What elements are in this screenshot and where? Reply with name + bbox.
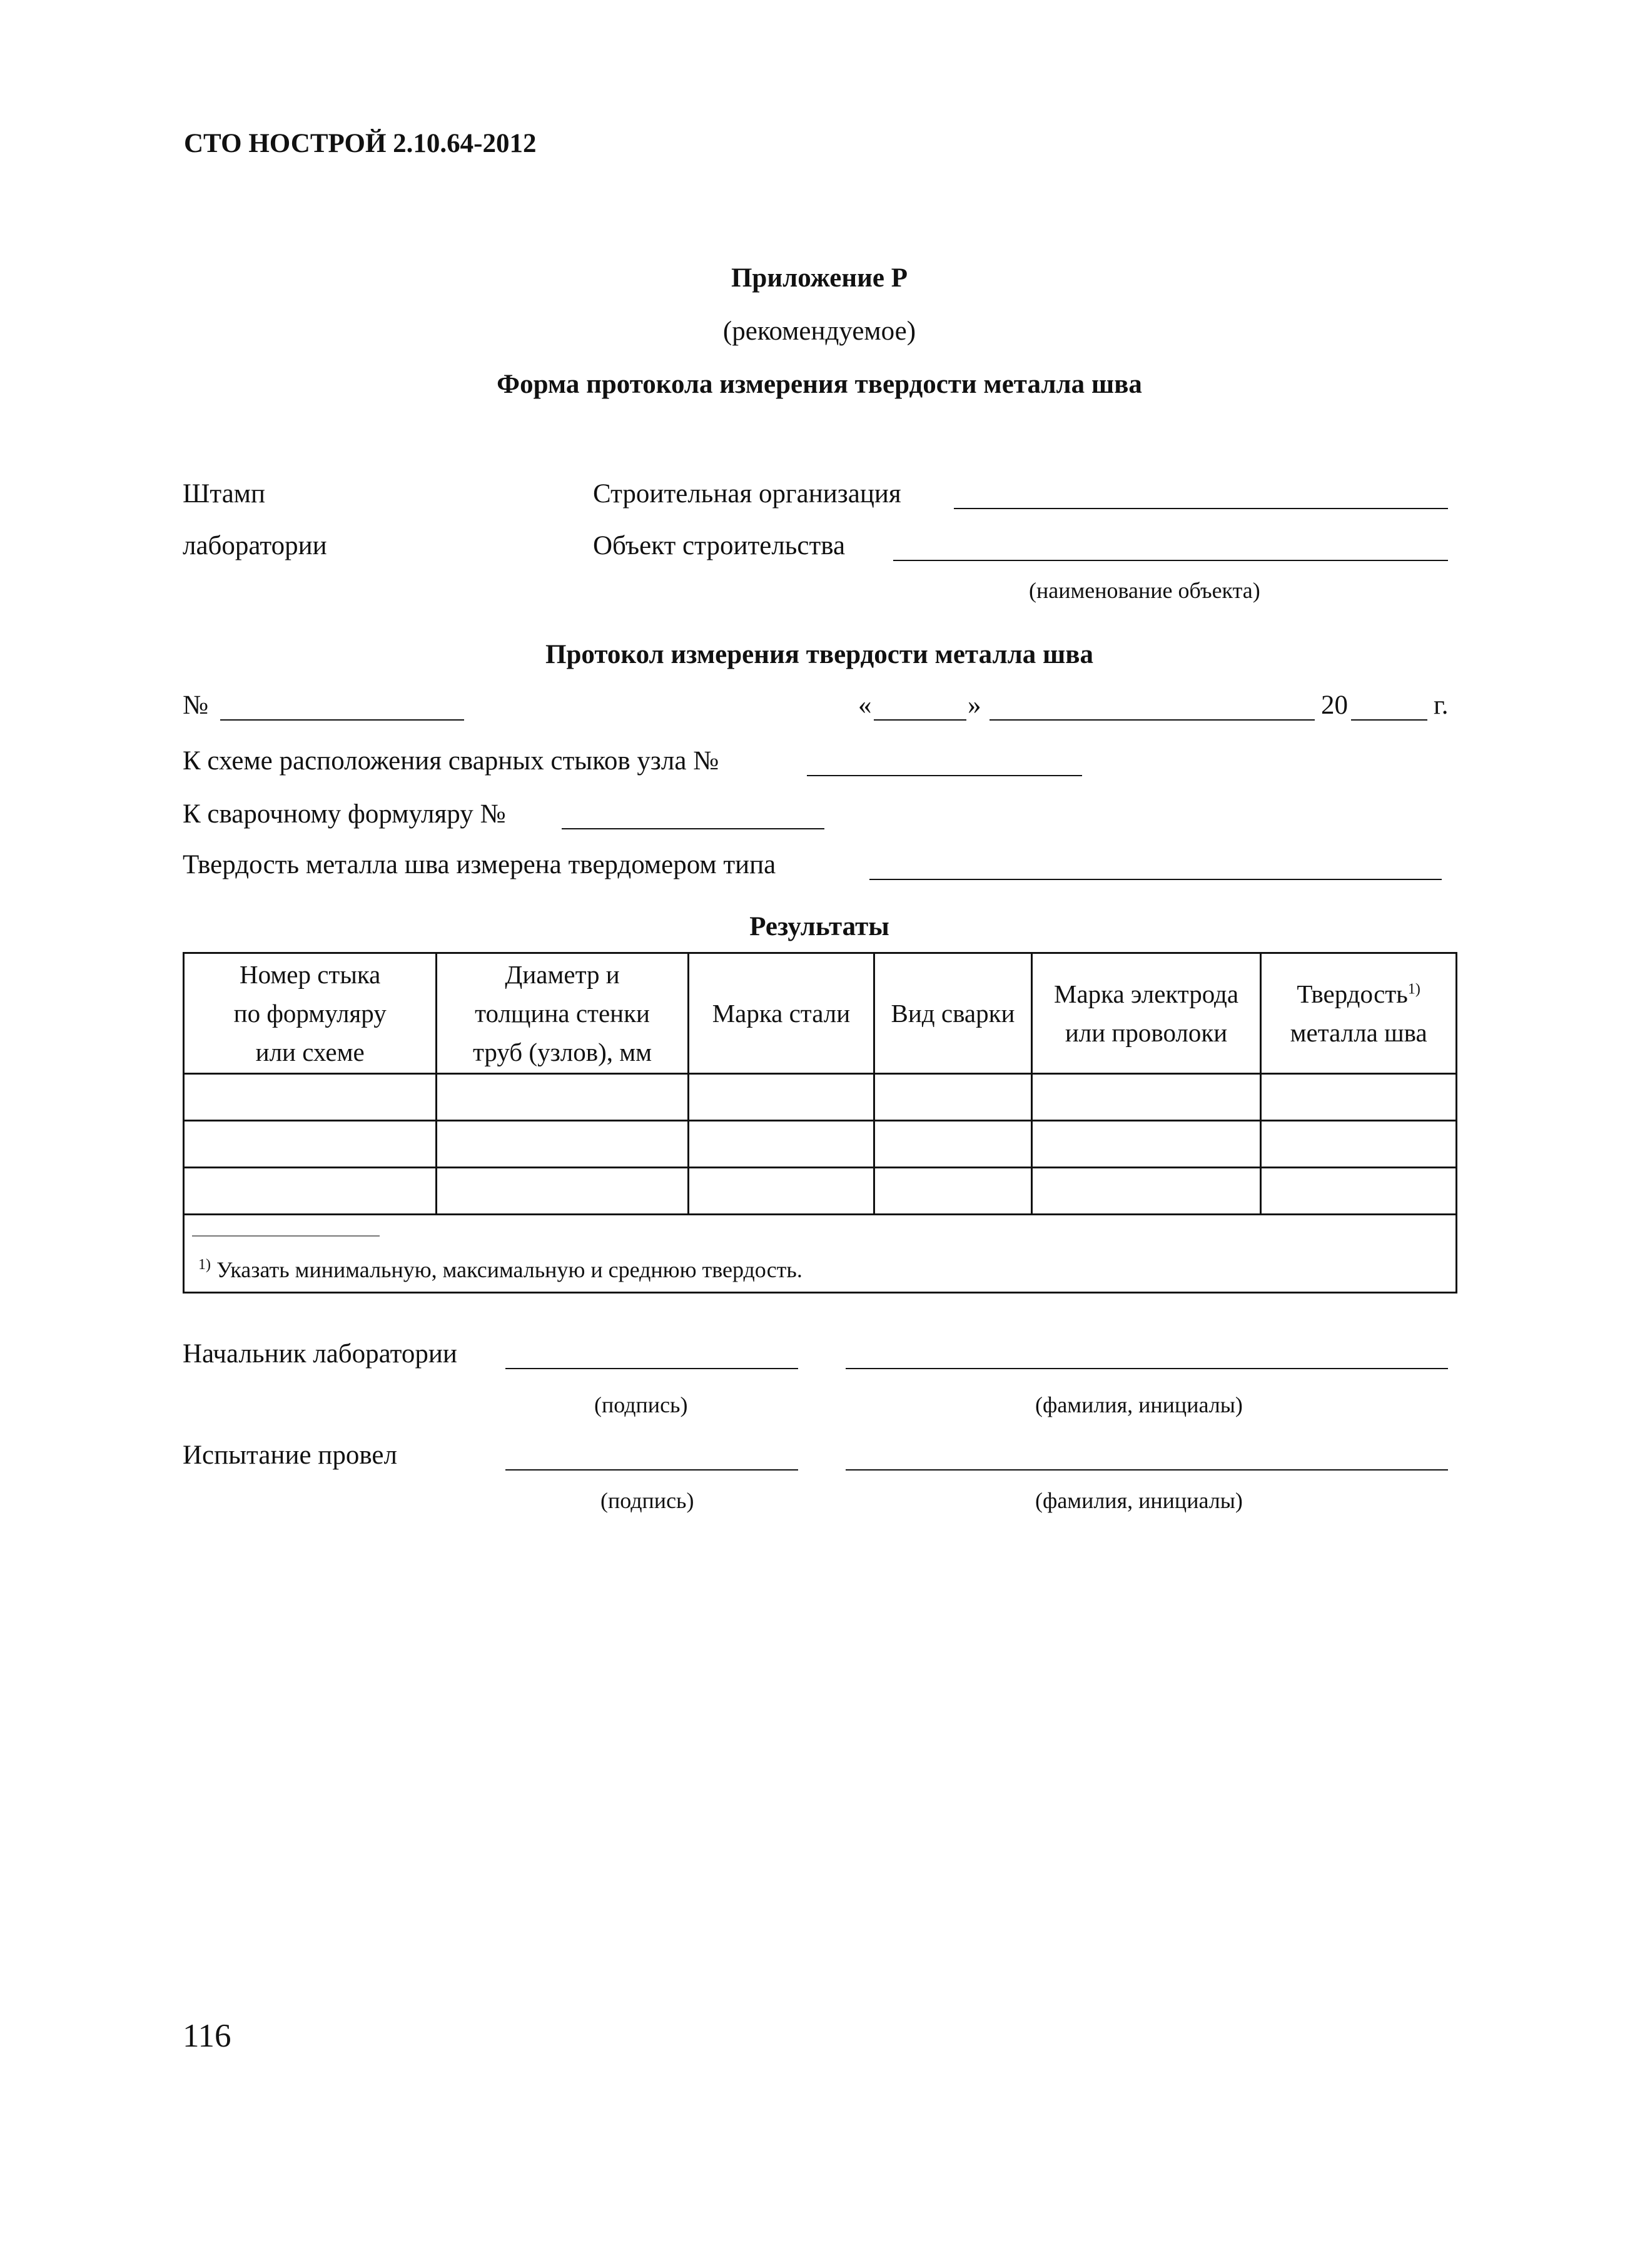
column-header-electrode: Марка электрода или проволоки	[1031, 953, 1260, 1074]
head-name-field[interactable]	[846, 1368, 1448, 1369]
table-row	[184, 1168, 1457, 1215]
appendix-title: Приложение Р	[731, 263, 908, 293]
formula-label: К сварочному формуляру №	[183, 799, 506, 829]
object-field[interactable]	[893, 560, 1448, 561]
table-cell[interactable]	[184, 1121, 437, 1168]
organization-field[interactable]	[954, 508, 1448, 509]
tester-name-field[interactable]	[846, 1469, 1448, 1471]
scheme-label: К схеме расположения сварных стыков узла №	[183, 746, 719, 776]
protocol-number-field[interactable]	[220, 719, 464, 721]
tester-label: Испытание провел	[183, 1440, 397, 1470]
date-year-field[interactable]	[1351, 719, 1427, 721]
table-header-row	[184, 953, 1457, 1074]
tester-name-hint: (фамилия, инициалы)	[1035, 1488, 1243, 1513]
table-cell[interactable]	[1031, 1121, 1260, 1168]
table-cell[interactable]	[688, 1074, 874, 1121]
appendix-note: (рекомендуемое)	[722, 316, 916, 346]
table-cell[interactable]	[437, 1074, 688, 1121]
table-cell[interactable]	[688, 1121, 874, 1168]
table-cell[interactable]	[184, 1168, 437, 1215]
table-cell[interactable]	[1261, 1121, 1457, 1168]
scheme-node-field[interactable]	[807, 775, 1082, 776]
column-header-welding-type: Вид сварки	[874, 953, 1032, 1074]
results-title: Результаты	[749, 912, 889, 941]
table-footnote-row	[184, 1215, 1457, 1293]
welding-formula-field[interactable]	[562, 828, 824, 829]
form-title: Форма протокола измерения твердости металла шва	[497, 370, 1142, 399]
organization-label: Строительная организация	[593, 479, 901, 509]
head-of-lab-label: Начальник лаборатории	[183, 1339, 457, 1369]
table-row	[184, 1074, 1457, 1121]
table-cell[interactable]	[184, 1074, 437, 1121]
object-hint: (наименование объекта)	[1029, 578, 1260, 603]
number-label: №	[183, 691, 209, 720]
tester-signature-field[interactable]	[505, 1469, 798, 1471]
document-code: СТО НОСТРОЙ 2.10.64-2012	[184, 129, 537, 158]
table-cell[interactable]	[1031, 1168, 1260, 1215]
head-signature-field[interactable]	[505, 1368, 798, 1369]
table-cell[interactable]	[874, 1168, 1032, 1215]
head-signature-hint: (подпись)	[594, 1392, 688, 1417]
date-open-quote: «	[858, 691, 872, 720]
tester-signature-hint: (подпись)	[600, 1488, 694, 1513]
head-name-hint: (фамилия, инициалы)	[1035, 1392, 1243, 1417]
footnote-mark: 1)	[198, 1257, 211, 1273]
column-header-diameter: Диаметр и толщина стенки труб (узлов), мм	[437, 953, 688, 1074]
date-month-field[interactable]	[990, 719, 1315, 721]
object-label: Объект строительства	[593, 531, 846, 560]
tester-type-label: Твердость металла шва измерена твердомером типа	[183, 850, 776, 879]
table-footnote	[184, 1215, 1457, 1293]
table-cell[interactable]	[874, 1121, 1032, 1168]
date-day-field[interactable]	[874, 719, 966, 721]
hardness-footnote-mark: 1)	[1407, 981, 1420, 998]
results-table	[183, 952, 1457, 1293]
stamp-label-line2: лаборатории	[183, 531, 327, 560]
table-cell[interactable]	[1031, 1074, 1260, 1121]
table-row	[184, 1121, 1457, 1168]
table-cell[interactable]	[874, 1074, 1032, 1121]
date-close-quote: »	[968, 691, 981, 720]
protocol-title: Протокол измерения твердости металла шва	[545, 640, 1093, 669]
table-cell[interactable]	[688, 1168, 874, 1215]
year-suffix: г.	[1434, 691, 1449, 720]
column-header-joint-number: Номер стыка по формуляру или схеме	[184, 953, 437, 1074]
table-cell[interactable]	[437, 1121, 688, 1168]
table-cell[interactable]	[437, 1168, 688, 1215]
page-number: 116	[183, 2018, 231, 2054]
table-cell[interactable]	[1261, 1074, 1457, 1121]
column-header-hardness: Твердость$^{1)}$ металла шва	[1261, 953, 1457, 1074]
tester-type-field[interactable]	[869, 879, 1442, 880]
footnote-text: Указать минимальную, максимальную и среднюю твердость.	[216, 1257, 802, 1282]
stamp-label-line1: Штамп	[183, 479, 266, 509]
table-cell[interactable]	[1261, 1168, 1457, 1215]
year-prefix: 20	[1321, 691, 1348, 720]
footnote-rule	[192, 1235, 380, 1237]
column-header-steel-grade: Марка стали	[688, 953, 874, 1074]
